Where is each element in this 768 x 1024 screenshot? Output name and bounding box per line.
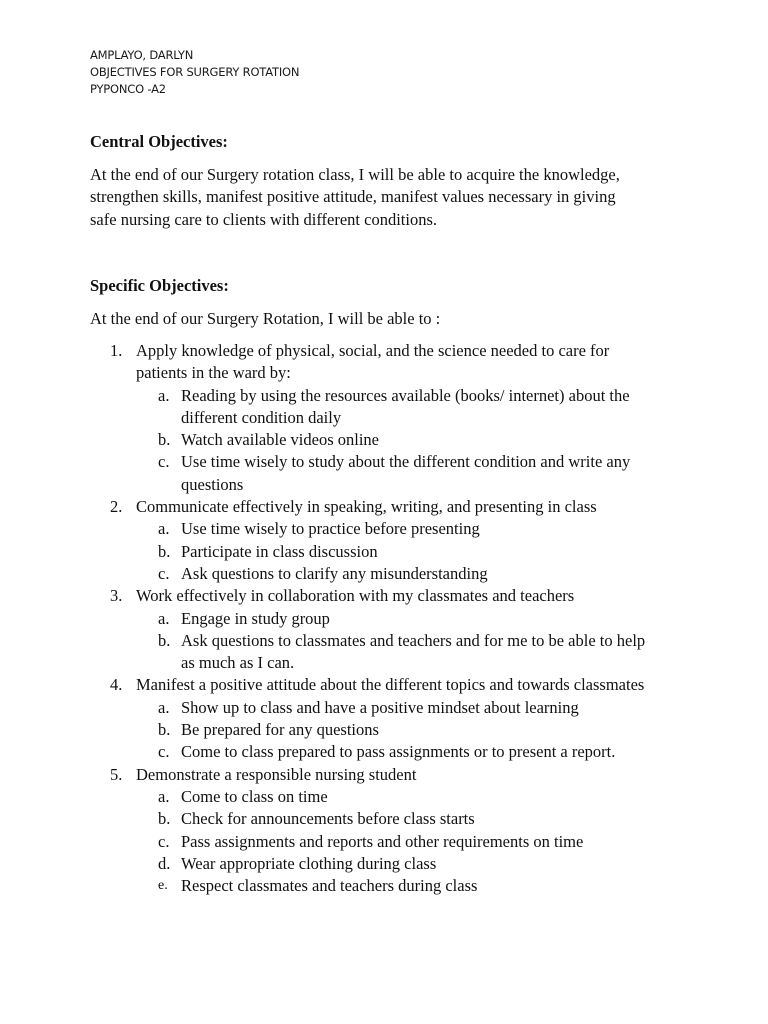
objective-text-line: Communicate effectively in speaking, writing, and presenting in class <box>136 497 597 517</box>
sub-objective-text: Ask questions to clarify any misunderstanding <box>181 563 488 583</box>
sub-objective <box>90 385 710 407</box>
sub-objective-letter: c. <box>158 742 170 762</box>
sub-objective <box>90 697 710 719</box>
sub-objective-text: Pass assignments and reports and other requirements on time <box>181 831 584 851</box>
sub-objective-text: Use time wisely to study about the different condition and write any <box>181 452 631 472</box>
sub-objective <box>90 541 710 563</box>
sub-objective-letter: a. <box>158 608 170 628</box>
sub-objective-letter: b. <box>158 430 171 450</box>
objective-item-5 <box>90 764 710 898</box>
sub-objective-text: as much as I can. <box>181 653 295 673</box>
specific-objectives-heading: Specific Objectives: <box>90 276 229 295</box>
sub-objective <box>90 853 710 875</box>
sub-objective-text: Watch available videos online <box>181 430 379 450</box>
objective-text-line: Manifest a positive attitude about the different topics and towards classmates <box>136 675 645 695</box>
sub-objective-letter: a. <box>158 786 170 806</box>
sub-objective-letter: c. <box>158 563 170 583</box>
sub-objective-text: Reading by using the resources available (books/ internet) about the <box>181 385 630 405</box>
sub-objective <box>90 429 710 451</box>
sub-objective <box>90 563 710 585</box>
sub-objective-letter: a. <box>158 519 170 539</box>
document-header <box>90 47 299 98</box>
sub-objective-text: Use time wisely to practice before presenting <box>181 519 480 539</box>
specific-objectives-intro <box>90 308 680 330</box>
objective-text <box>90 764 710 786</box>
sub-objective-text: Engage in study group <box>181 608 330 628</box>
sub-objective-text: Come to class prepared to pass assignments or to present a report. <box>181 742 616 762</box>
sub-objective <box>90 875 710 897</box>
paragraph-line: At the end of our Surgery Rotation, I will be able to : <box>90 309 441 328</box>
sub-objective-text: Come to class on time <box>181 786 328 806</box>
paragraph-line: At the end of our Surgery rotation class, I will be able to acquire the knowledge, <box>90 165 620 184</box>
sub-objective-letter: a. <box>158 385 170 405</box>
objective-text-line: Demonstrate a responsible nursing student <box>136 764 417 784</box>
sub-objective <box>90 741 710 763</box>
sub-objective-letter: a. <box>158 697 170 717</box>
sub-objective-letter: e. <box>158 878 168 894</box>
section-code: PYPONCO -A2 <box>90 82 166 96</box>
sub-objective <box>90 786 710 808</box>
sub-objective-text: Ask questions to classmates and teachers and for me to be able to help <box>181 630 646 650</box>
objective-item-4 <box>90 674 710 763</box>
objective-text <box>90 585 710 607</box>
central-objectives-heading: Central Objectives: <box>90 132 228 151</box>
sub-objective-text: Respect classmates and teachers during class <box>181 876 478 896</box>
objective-item-2 <box>90 496 710 585</box>
objective-item-3 <box>90 585 710 674</box>
objective-text-line: Apply knowledge of physical, social, and the science needed to care for <box>136 341 610 360</box>
sub-objective-letter: c. <box>158 452 170 472</box>
objective-text-line: patients in the ward by: <box>136 363 291 383</box>
document-title: OBJECTIVES FOR SURGERY ROTATION <box>90 65 300 79</box>
objective-number: 4. <box>110 675 123 695</box>
sub-objective-text: Show up to class and have a positive mindset about learning <box>181 697 579 717</box>
central-objectives-paragraph <box>90 164 680 231</box>
sub-objective <box>90 630 710 652</box>
objective-text <box>90 340 710 362</box>
objective-text-line: Work effectively in collaboration with my classmates and teachers <box>136 586 575 606</box>
sub-objective-text: Participate in class discussion <box>181 541 378 561</box>
sub-objective <box>90 518 710 540</box>
sub-objective-text: different condition daily <box>181 407 342 427</box>
objective-number: 5. <box>110 764 123 784</box>
sub-objective-text: Be prepared for any questions <box>181 720 379 740</box>
paragraph-line: safe nursing care to clients with different conditions. <box>90 209 438 229</box>
objective-number: 3. <box>110 586 123 606</box>
objectives-list <box>90 340 710 897</box>
paragraph-line: strengthen skills, manifest positive attitude, manifest values necessary in giving <box>90 187 616 207</box>
objective-number: 2. <box>110 497 123 517</box>
sub-objective <box>90 831 710 853</box>
sub-objective-letter: d. <box>158 853 171 873</box>
objective-text <box>90 496 710 518</box>
sub-objective-text: Wear appropriate clothing during class <box>181 853 437 873</box>
sub-objective-letter: b. <box>158 541 171 561</box>
author-name: AMPLAYO, DARLYN <box>90 48 194 62</box>
objective-number: 1. <box>110 341 123 360</box>
sub-objective <box>90 808 710 830</box>
sub-objective-letter: b. <box>158 720 171 740</box>
sub-objective <box>90 608 710 630</box>
sub-objective-text: Check for announcements before class starts <box>181 809 475 829</box>
sub-objective <box>90 451 710 473</box>
sub-objective-text: questions <box>181 474 244 494</box>
objective-text <box>90 674 710 696</box>
sub-objective-letter: b. <box>158 630 171 650</box>
sub-objective-letter: b. <box>158 809 171 829</box>
sub-objective-letter: c. <box>158 831 170 851</box>
objective-item-1 <box>90 340 710 496</box>
sub-objective <box>90 719 710 741</box>
